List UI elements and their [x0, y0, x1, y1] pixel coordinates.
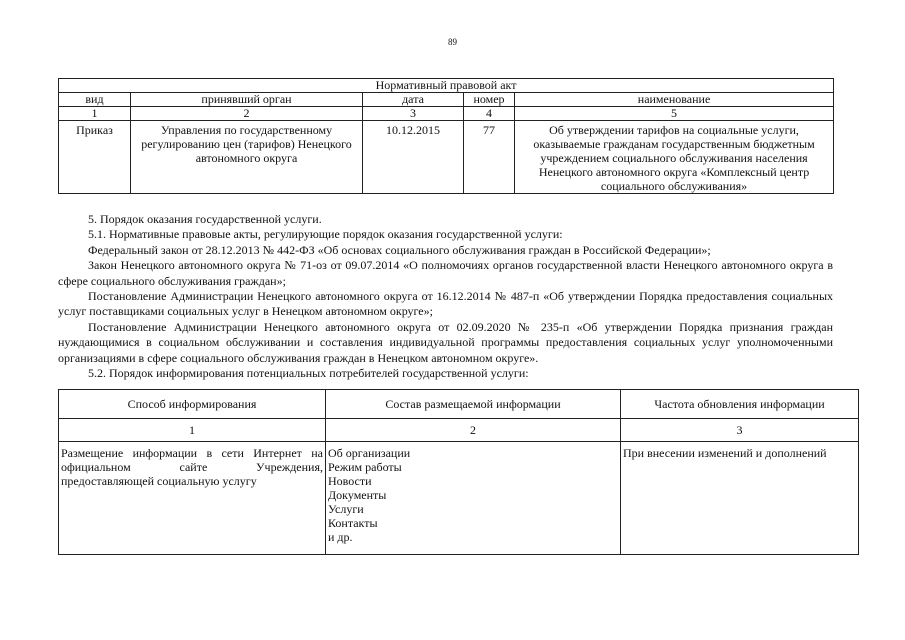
paragraph: 5. Порядок оказания государственной услуги.: [88, 212, 322, 226]
column-header-body: принявший орган: [131, 93, 363, 107]
table-title: Нормативный правовой акт: [59, 79, 834, 93]
paragraph: 5.2. Порядок информирования потенциальных потребителей государственной услуги:: [88, 366, 529, 381]
list-item: Режим работы: [328, 460, 402, 474]
information-order-table: [58, 389, 859, 555]
paragraph: 5.1. Нормативные правовые акты, регулирующие порядок оказания государственной услуги:: [88, 227, 563, 242]
act-type-cell: Приказ: [59, 121, 131, 194]
column-number: 5: [515, 107, 834, 121]
table-header-row: [59, 390, 859, 419]
column-number: 3: [363, 107, 464, 121]
paragraph: Закон Ненецкого автономного округа № 71-оз от 09.07.2014 «О полномочиях органов государственной власти Ненецкого автономного округа в сфере социального обслуживания граждан»;: [58, 258, 833, 288]
column-header-name: наименование: [515, 93, 834, 107]
paragraph: Постановление Администрации Ненецкого автономного округа от 02.09.2020 № 235-п «Об утверждении Порядка признания граждан нуждающимися в социальном обслуживании и составления индивидуальной программы предоставления социальных услуг уполномоченными организациями в сфере социального обслуживания граждан в Ненецком автономном округе».: [58, 319, 833, 365]
column-number: 3: [621, 419, 859, 442]
column-header-type: вид: [59, 93, 131, 107]
list-item: Об организации: [328, 446, 411, 460]
paragraph: Постановление Администрации Ненецкого автономного округа от 16.12.2014 № 487-п «Об утверждении Порядка предоставления социальных услуг поставщиками социальных услуг в Ненецком автономном округе»;: [58, 289, 833, 319]
info-content-cell: [326, 442, 621, 555]
column-header-date: дата: [363, 93, 464, 107]
act-name-cell: Об утверждении тарифов на социальные услуги, оказываемые гражданам государственным бюджетным учреждением социального обслуживания населения Ненецкого автономного округа «Комплексный центр социального обслуживания»: [515, 121, 834, 194]
column-number: 4: [464, 107, 515, 121]
legal-act-table: [58, 78, 834, 194]
column-header-number: номер: [464, 93, 515, 107]
paragraph: Федеральный закон от 28.12.2013 № 442-ФЗ «Об основах социального обслуживания граждан в Российской Федерации»;: [88, 242, 711, 257]
act-date-cell: 10.12.2015: [363, 121, 464, 194]
column-number-row: [59, 419, 859, 442]
table-title-row: [59, 79, 834, 93]
table-row: [59, 121, 834, 194]
act-number-cell: 77: [464, 121, 515, 194]
list-item: Документы: [328, 488, 387, 502]
column-number: 1: [59, 107, 131, 121]
table-header-row: [59, 93, 834, 107]
list-item: Контакты: [328, 516, 378, 530]
list-item: и др.: [328, 530, 353, 544]
column-header-frequency: Частота обновления информации: [621, 390, 859, 419]
column-number: 2: [131, 107, 363, 121]
act-body-cell: Управления по государственному регулированию цен (тарифов) Ненецкого автономного округа: [131, 121, 363, 194]
list-item: Новости: [328, 474, 372, 488]
column-number-row: [59, 107, 834, 121]
column-number: 2: [326, 419, 621, 442]
table-row: [59, 442, 859, 555]
column-header-method: Способ информирования: [59, 390, 326, 419]
column-number: 1: [59, 419, 326, 442]
info-method-cell: Размещение информации в сети Интернет на официальном сайте Учреждения, предоставляющей социальную услугу: [59, 442, 326, 555]
list-item: Услуги: [328, 502, 364, 516]
info-frequency-cell: При внесении изменений и дополнений: [621, 442, 859, 555]
page-number: 89: [448, 37, 457, 47]
document-body-text: [58, 212, 833, 381]
column-header-content: Состав размещаемой информации: [326, 390, 621, 419]
